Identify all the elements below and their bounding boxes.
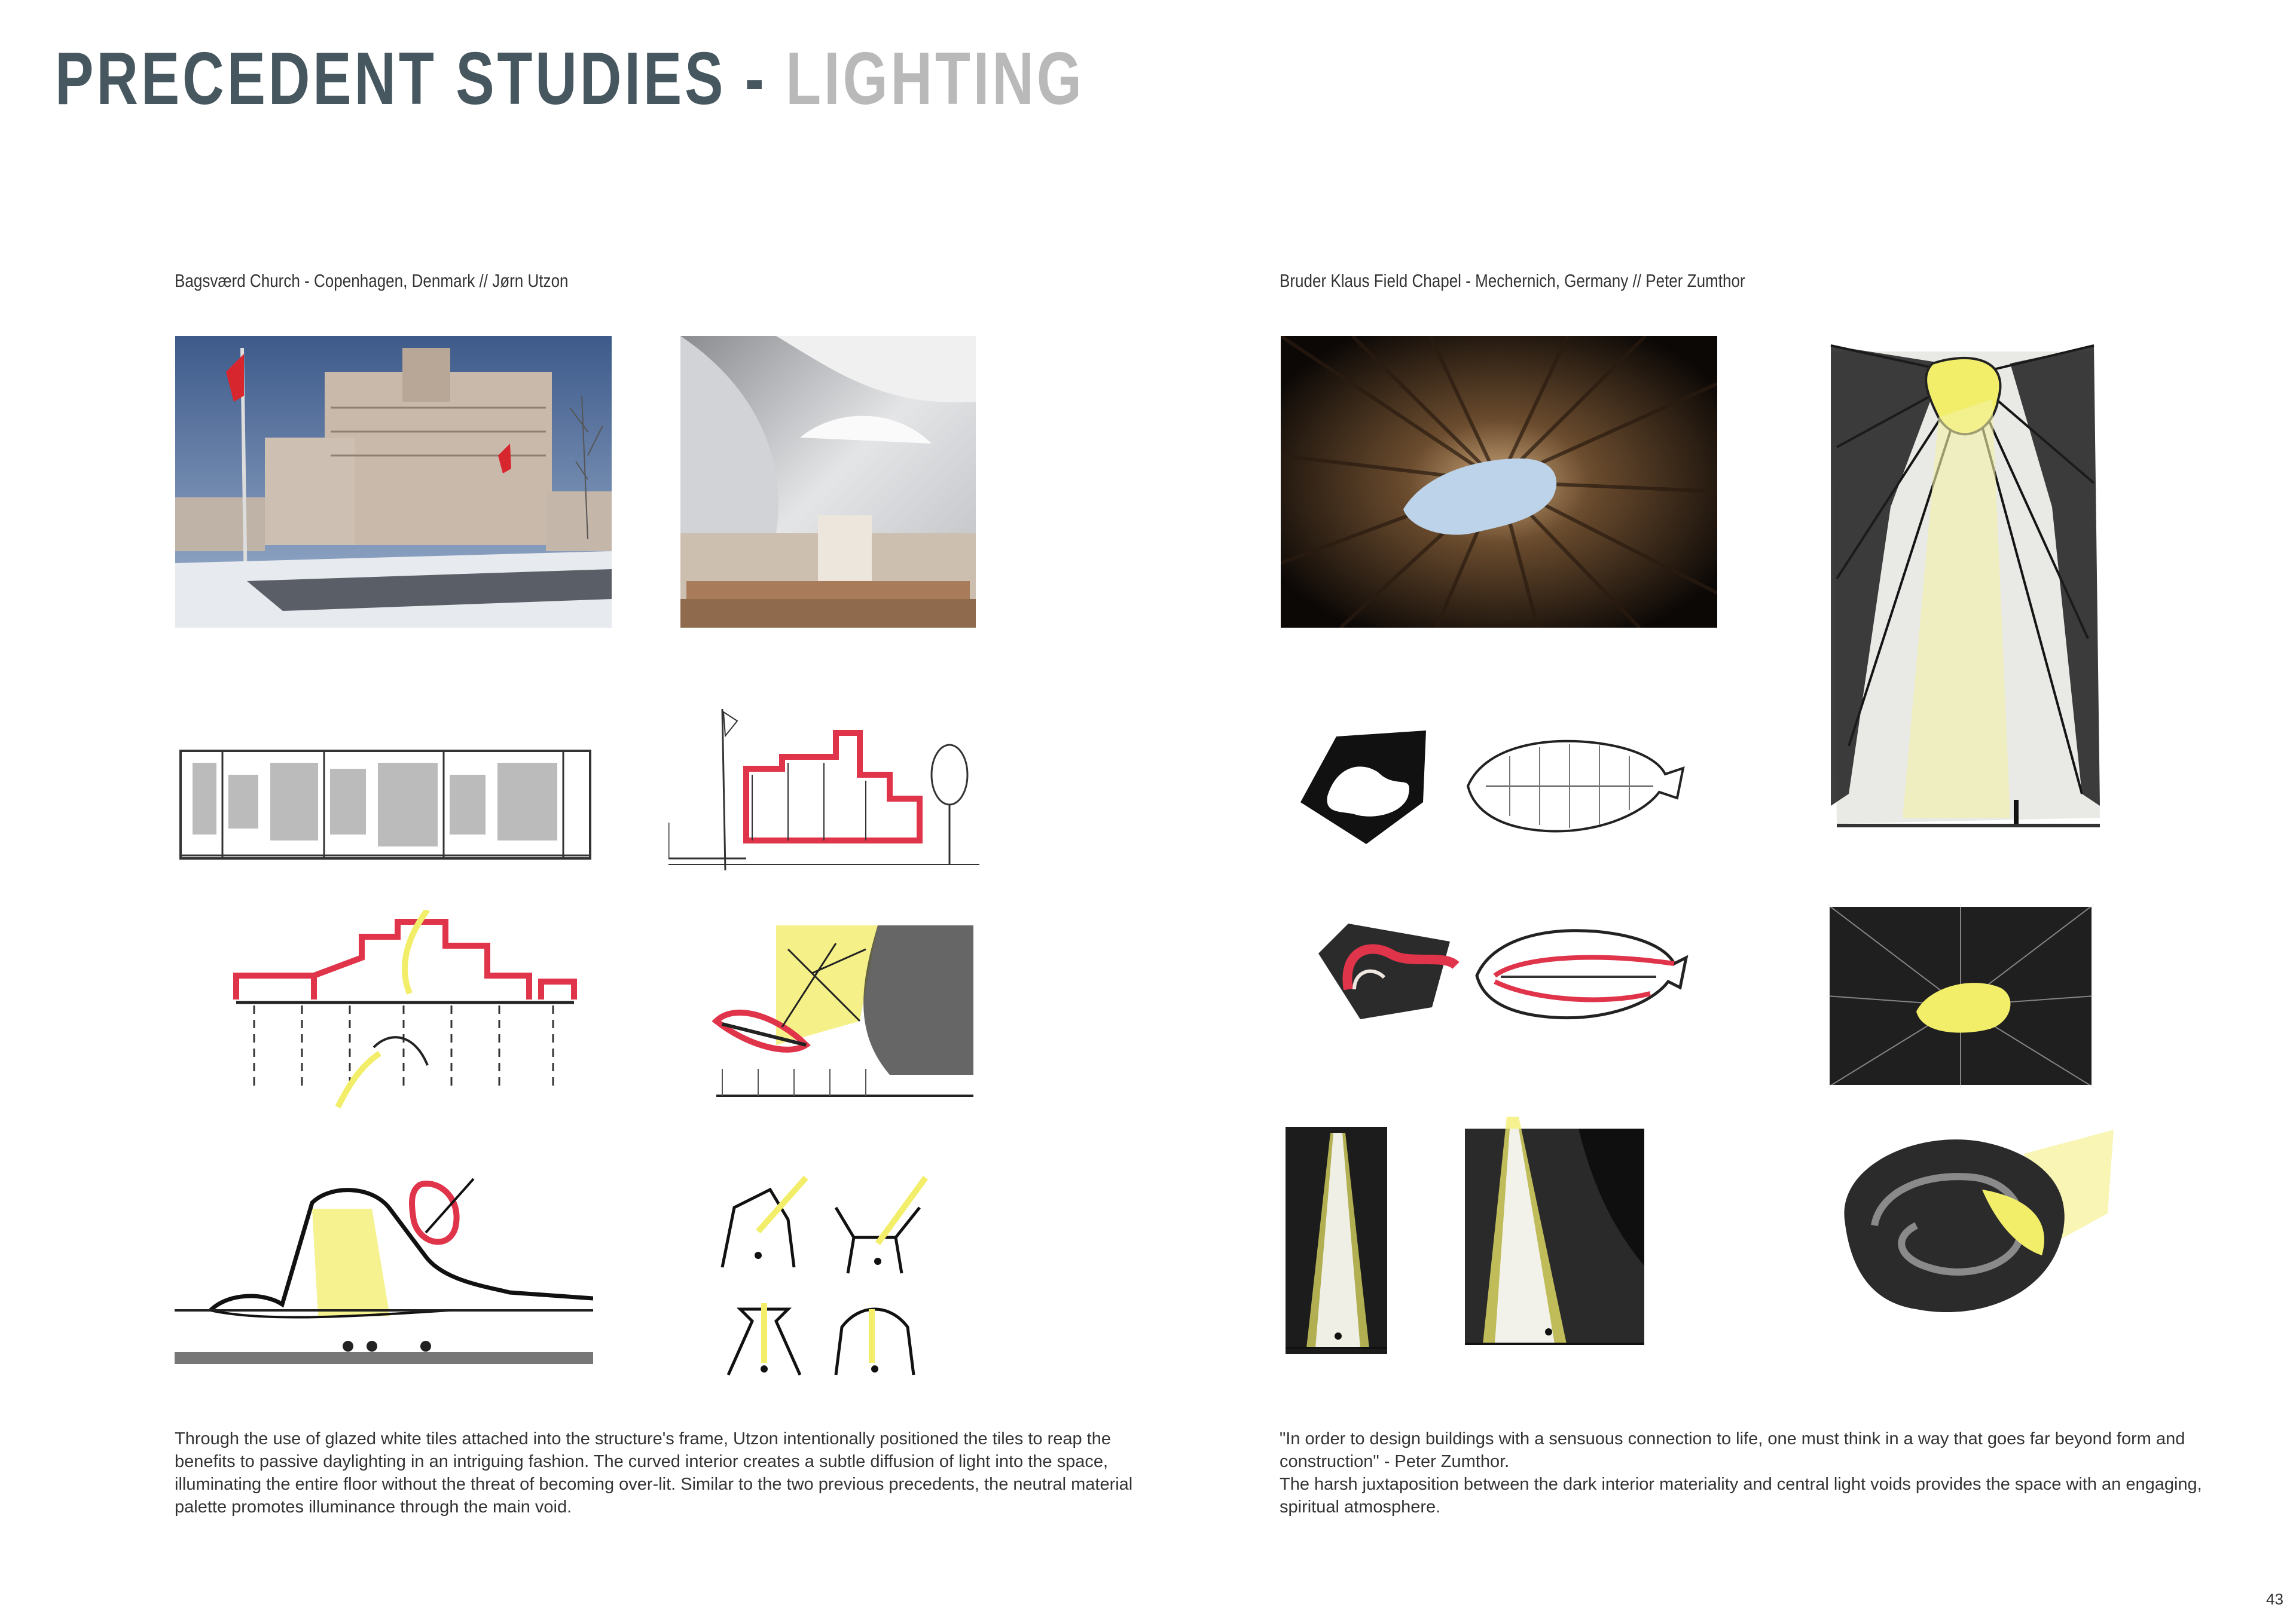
bagsvaerd-exterior-sketch [668,703,979,881]
bagsvaerd-description [175,1428,1137,1518]
page-number: 43 [2266,1590,2283,1608]
bruder-klaus-description-text: The harsh juxtaposition between the dark interior materiality and central light voids provides the space with an engaging, spiritual atmosphere. [1280,1475,2202,1517]
swirl-light-sketch [1827,1118,2120,1339]
bagsvaerd-exterior-photo [175,336,612,628]
bagsvaerd-light-diagrams [716,1172,938,1388]
chapel-section-sketch-narrow [1274,1121,1400,1360]
bagsvaerd-description-text: Through the use of glazed white tiles attached into the structure's frame, Utzon intentionally positioned the tiles to reap the benefits to passive daylighting in an intriguing fashion. The curved interior creates a subtle diffusion of light into the space, illuminating the entire floor without the threat of becoming over-lit. Similar to the two previous precedents, the neutral material palette promotes illuminance through the main void. [175,1429,1133,1517]
bruder-klaus-plan-red-outline [1471,922,1689,1022]
chapel-section-sketch-wide [1459,1105,1650,1351]
bruder-klaus-plan-outline [1462,732,1689,838]
bagsvaerd-caption: Bagsværd Church - Copenhagen, Denmark // Jørn Utzon [175,270,569,291]
bagsvaerd-floor-plan [175,739,596,868]
bruder-klaus-plan-solid [1294,725,1429,849]
bruder-klaus-caption: Bruder Klaus Field Chapel - Mechernich, Germany // Peter Zumthor [1280,270,1745,291]
bruder-klaus-plan-red-sketch [1312,918,1462,1025]
page-title-accent: LIGHTING [786,38,1085,120]
oculus-light-sketch [1813,328,2106,837]
bagsvaerd-main-section-sketch [175,1173,593,1380]
bruder-klaus-oculus-photo [1281,336,1717,628]
zumthor-quote: "In order to design buildings with a sensuous connection to life, one must think in a way that goes far beyond form and construction" - Peter Zumthor. [1280,1429,2185,1471]
oculus-plan-sketch [1827,904,2095,1088]
bagsvaerd-roof-section-sketch [230,910,577,1112]
page-title [55,38,1085,120]
bagsvaerd-curve-light-sketch [710,925,973,1112]
bagsvaerd-interior-photo [680,336,976,628]
bruder-klaus-description [1280,1428,2242,1518]
page-title-main: PRECEDENT STUDIES - [55,38,767,120]
